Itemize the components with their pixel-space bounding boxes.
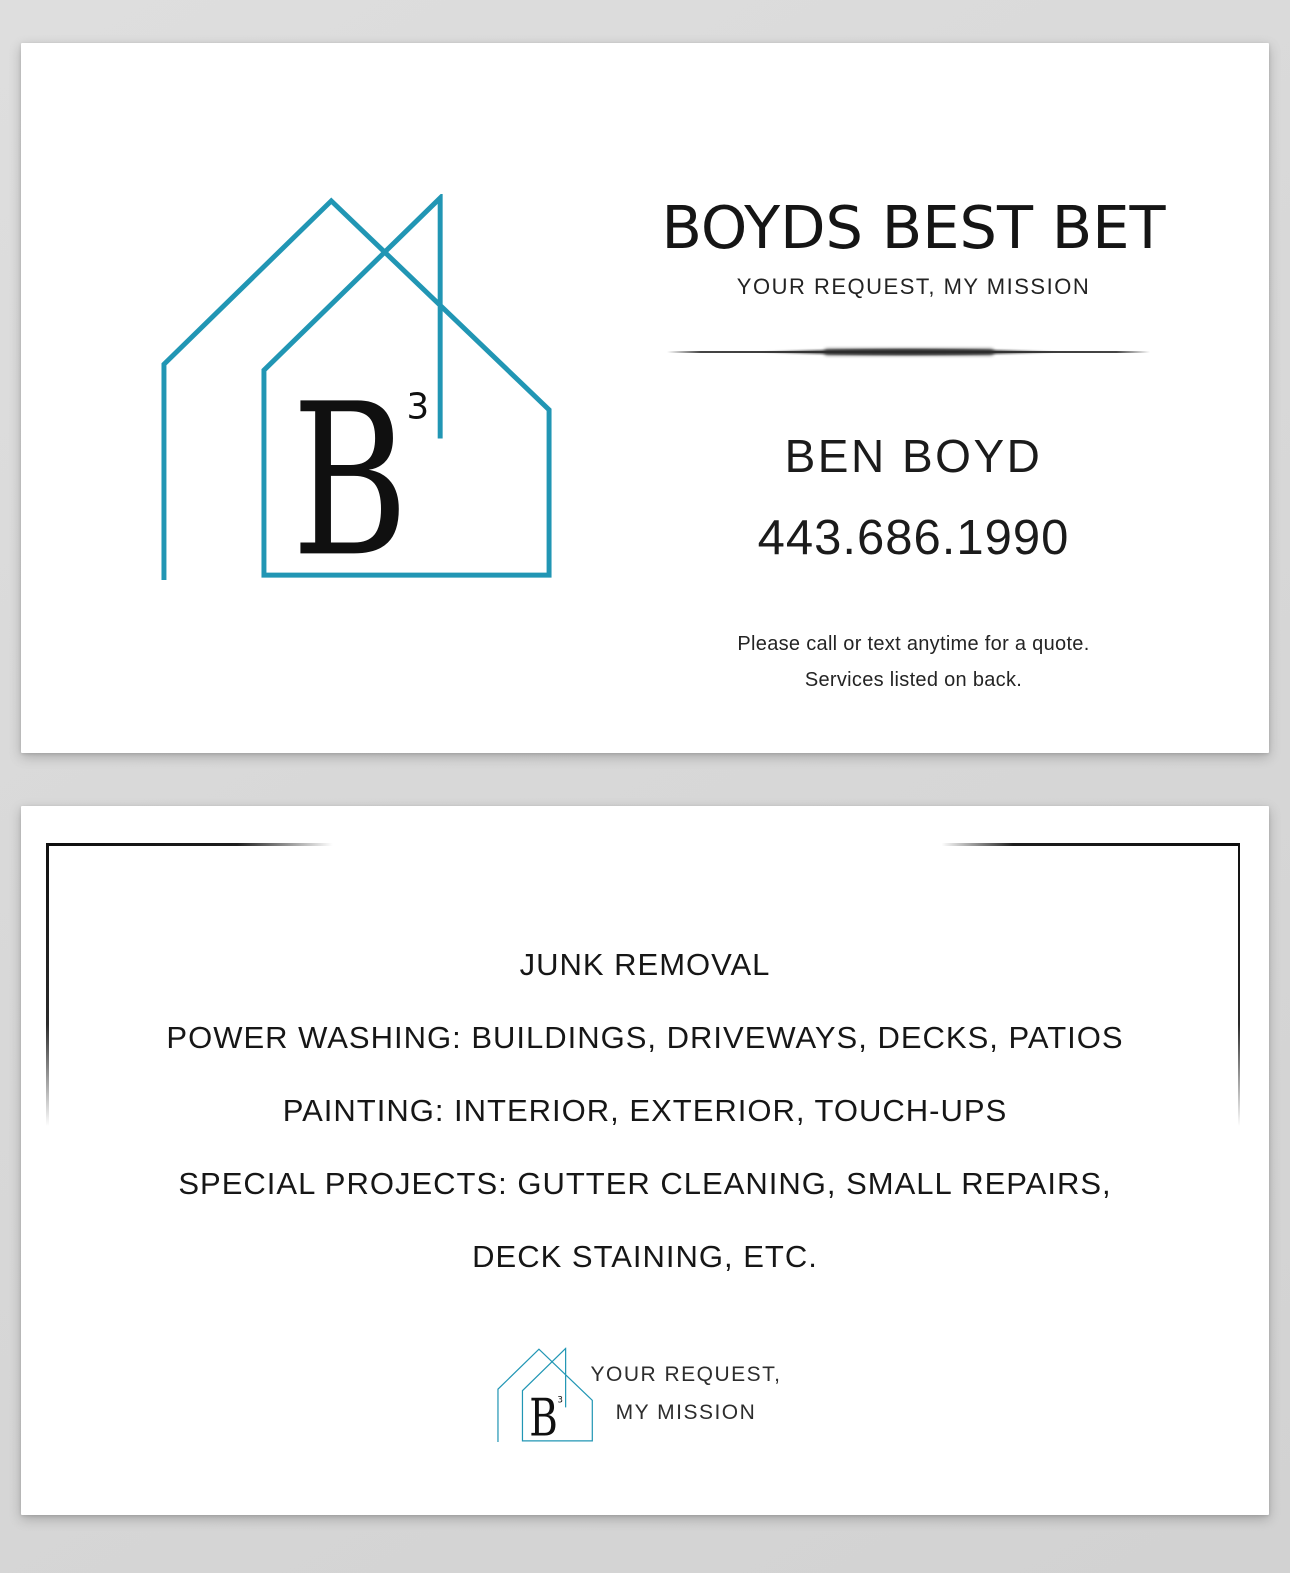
- business-card-front: [21, 43, 1269, 753]
- phone-number: 443.686.1990: [757, 511, 1070, 565]
- service-line: POWER WASHING: BUILDINGS, DRIVEWAYS, DECKS, PATIOS: [166, 1020, 1124, 1055]
- back-tagline-line1: YOUR REQUEST,: [590, 1363, 782, 1386]
- service-line: SPECIAL PROJECTS: GUTTER CLEANING, SMALL REPAIRS,: [178, 1166, 1112, 1201]
- services-list: [21, 928, 1269, 1293]
- services-note: Services listed on back.: [804, 669, 1023, 691]
- house-monogram-logo-icon: [160, 192, 556, 584]
- company-title: BOYDS BEST BET: [661, 193, 1166, 262]
- ornamental-divider: [667, 347, 1150, 357]
- service-line: PAINTING: INTERIOR, EXTERIOR, TOUCH-UPS: [282, 1093, 1008, 1128]
- company-tagline: YOUR REQUEST, MY MISSION: [736, 274, 1091, 299]
- back-tagline-line2: MY MISSION: [615, 1401, 757, 1424]
- service-line: JUNK REMOVAL: [519, 947, 771, 982]
- business-card-back: [21, 806, 1269, 1515]
- quote-note: Please call or text anytime for a quote.: [737, 633, 1090, 655]
- service-line: DECK STAINING, ETC.: [472, 1239, 818, 1274]
- divider-center-smudge: [824, 349, 994, 355]
- back-tagline-block: [566, 1356, 806, 1432]
- contact-name: BEN BOYD: [784, 430, 1043, 482]
- frame-top-border: [46, 843, 1240, 846]
